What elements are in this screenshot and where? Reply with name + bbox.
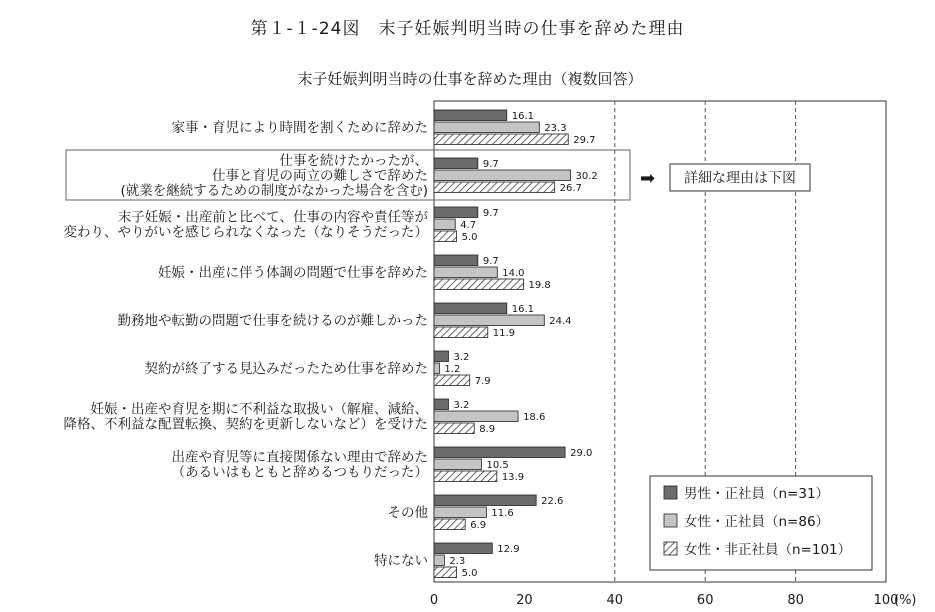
bar-2 [434,219,455,230]
bar-1 [434,351,448,362]
data-label: 5.0 [461,568,478,579]
bar-3 [434,423,474,434]
bar-2 [434,459,481,470]
x-tick-label: 80 [787,593,804,608]
bar-2 [434,170,571,181]
category-label: 家事・育児により時間を割くために辞めた [171,120,428,136]
data-label: 16.1 [511,111,535,122]
bar-3 [434,279,523,290]
bar-1 [434,158,478,169]
data-label: 9.7 [482,159,499,170]
data-label: 9.7 [482,256,499,267]
legend-label: 男性・正社員（n=31） [684,486,830,502]
data-label: 29.0 [570,448,593,459]
bar-2 [434,315,544,326]
bar-1 [434,207,478,218]
category-label: (就業を継続するための制度がなかった場合を含む) [120,183,428,199]
bar-2 [434,555,444,566]
legend-label: 女性・非正社員（n=101） [684,542,852,558]
data-label: 26.7 [559,183,582,194]
data-label: 29.7 [573,135,596,146]
legend-swatch [664,542,677,555]
category-label: 特にない [374,553,428,569]
category-label: その他 [387,505,428,521]
data-label: 8.9 [479,424,496,435]
category-label: 末子妊娠・出産前と比べて、仕事の内容や責任等が [117,209,428,226]
bar-3 [434,567,457,578]
category-label: 変わり、やりがいを感じられなくなった（なりそうだった） [63,224,428,241]
bar-2 [434,267,497,278]
data-label: 14.0 [502,268,525,279]
category-label: 降格、不利益な配置転換、契約を更新しないなど）を受けた [63,416,428,433]
category-label: 仕事を続けたかったが、 [279,153,428,169]
bar-1 [434,495,536,506]
data-label: 4.7 [460,220,477,231]
data-label: 11.6 [491,508,514,519]
legend-label: 女性・正社員（n=86） [684,514,830,530]
data-label: 19.8 [528,280,551,291]
data-label: 12.9 [497,544,520,555]
bar-3 [434,134,568,145]
legend-swatch [664,514,677,527]
bar-3 [434,375,470,386]
bar-2 [434,507,486,518]
data-label: 16.1 [511,304,535,315]
x-tick-label: 0 [429,593,439,608]
bar-3 [434,471,497,482]
category-label: 契約が終了する見込みだったため仕事を辞めた [144,361,428,377]
data-label: 3.2 [453,400,470,411]
data-label: 10.5 [486,460,509,471]
category-label: （あるいはもともと辞めるつもりだった） [171,464,428,481]
data-label: 22.6 [541,496,564,507]
category-label: 妊娠・出産に伴う体調の問題で仕事を辞めた [158,265,428,281]
x-tick-label: 40 [606,593,624,608]
legend-swatch [664,486,677,499]
bar-2 [434,122,539,133]
category-label: 仕事と育児の両立の難しさで辞めた [212,168,428,184]
data-label: 2.3 [449,556,466,567]
data-label: 30.2 [575,171,598,182]
bar-1 [434,303,507,314]
bar-3 [434,231,457,242]
data-label: 3.2 [453,352,470,363]
bar-2 [434,363,439,374]
bar-3 [434,327,488,338]
category-label: 勤務地や転勤の問題で仕事を続けるのが難しかった [117,313,428,329]
data-label: 24.4 [549,316,572,327]
data-label: 5.0 [461,232,478,243]
bar-1 [434,110,507,121]
bar-1 [434,255,478,266]
chart-title: 末子妊娠判明当時の仕事を辞めた理由（複数回答） [297,70,643,88]
x-tick-label: 60 [696,593,714,608]
bar-3 [434,519,465,530]
x-unit-label: (%) [894,593,917,608]
callout-text: 詳細な理由は下図 [684,170,796,187]
data-label: 18.6 [523,412,546,423]
category-label: 出産や育児等に直接関係ない理由で辞めた [171,449,428,466]
x-tick-label: 100 [873,593,899,608]
bar-3 [434,182,555,193]
data-label: 13.9 [501,472,525,483]
data-label: 9.7 [482,208,499,219]
bar-1 [434,447,565,458]
data-label: 7.9 [474,376,491,387]
data-label: 6.9 [470,520,487,531]
bar-1 [434,543,492,554]
right-arrow-icon: ➡ [640,168,656,189]
category-label: 妊娠・出産や育児を期に不利益な取扱い（解雇、減給、 [90,401,428,418]
bar-1 [434,399,448,410]
bar-2 [434,411,518,422]
data-label: 23.3 [544,123,567,134]
x-tick-label: 20 [516,593,533,608]
data-label: 11.9 [492,328,516,339]
data-label: 1.2 [444,364,461,375]
figure-title: 第１-１-24図 末子妊娠判明当時の仕事を辞めた理由 [250,19,685,39]
